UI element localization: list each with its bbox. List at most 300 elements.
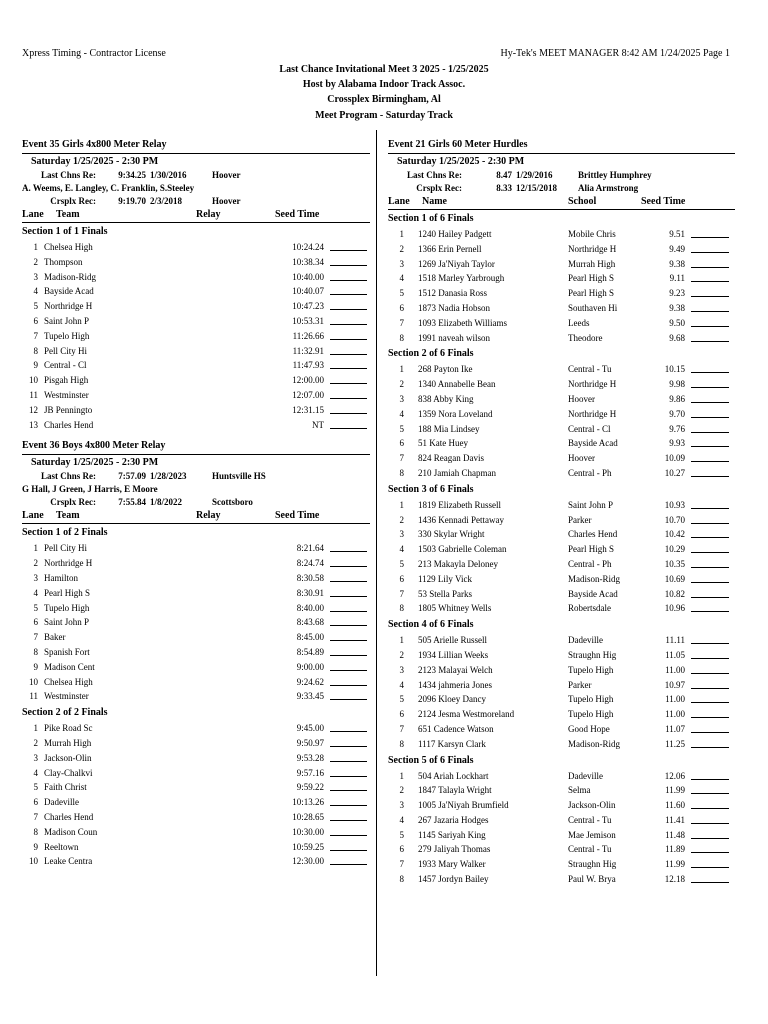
seed-time: 9.38 <box>669 302 685 313</box>
athlete-entry-row <box>388 678 735 693</box>
school-name: Saint John P <box>568 499 614 510</box>
seed-time: 9.49 <box>669 243 685 254</box>
result-blank-line <box>691 286 729 297</box>
record-label: Last Chns Re: <box>40 471 96 482</box>
athlete-name: 279 Jaliyah Thomas <box>418 844 491 855</box>
lane-number: 1 <box>33 242 38 252</box>
athlete-entry-row <box>388 466 735 481</box>
athlete-entry-row <box>388 737 735 752</box>
relay-entry-row <box>22 314 370 329</box>
athlete-name: 210 Jamiah Chapman <box>418 467 496 478</box>
school-name: Charles Hend <box>568 529 618 540</box>
meet-venue: Crossplex Birmingham, Al <box>327 94 441 106</box>
relay-entry-row <box>22 689 370 704</box>
relay-team-members: G Hall, J Green, J Harris, E Moore <box>22 484 158 495</box>
athlete-name: 1340 Annabelle Bean <box>418 379 496 390</box>
relay-entry-row <box>22 270 370 285</box>
athlete-entry-row <box>388 301 735 316</box>
column-header-school: School <box>568 196 597 207</box>
seed-time: 11.99 <box>665 859 685 870</box>
athlete-name: 188 Mia Lindsey <box>418 423 480 434</box>
athlete-name: 1269 Ja'Niyah Taylor <box>418 258 495 269</box>
result-blank-line <box>330 255 367 266</box>
seed-time: 11:32.91 <box>292 345 324 356</box>
result-blank-line <box>691 828 729 839</box>
section-title: Section 3 of 6 Finals <box>388 483 474 495</box>
relay-entry-row <box>22 358 370 373</box>
column-header-name: Name <box>422 196 447 207</box>
lane-number: 1 <box>399 770 404 781</box>
result-blank-line <box>691 678 729 689</box>
lane-number: 4 <box>33 767 38 778</box>
school-name: Selma <box>568 785 591 796</box>
team-name: Jackson-Olin <box>44 752 92 763</box>
column-header-seed-time: Seed Time <box>275 209 320 220</box>
header-meet-manager: Hy-Tek's MEET MANAGER 8:42 AM 1/24/2025 Page 1 <box>500 48 730 59</box>
athlete-entry-row <box>388 527 735 542</box>
lane-number: 9 <box>33 360 38 371</box>
event-title: Event 36 Boys 4x800 Meter Relay <box>22 438 370 455</box>
athlete-entry-row <box>388 857 735 872</box>
team-name: Madison Coun <box>44 826 98 837</box>
lane-number: 1 <box>33 723 38 734</box>
relay-entry-row <box>22 556 370 571</box>
seed-time: 10:13.26 <box>292 797 324 808</box>
athlete-entry-row <box>388 392 735 407</box>
athlete-name: 838 Abby King <box>418 393 474 404</box>
seed-time: 11.05 <box>665 649 685 660</box>
athlete-entry-row <box>388 769 735 784</box>
lane-number: 2 <box>399 379 404 390</box>
team-name: Clay-Chalkvi <box>44 767 93 778</box>
athlete-name: 2124 Jesma Westmoreland <box>418 709 515 720</box>
seed-time: 10:53.31 <box>292 315 324 326</box>
athlete-name: 53 Stella Parks <box>418 588 472 599</box>
seed-time: 9:53.28 <box>296 752 324 763</box>
athlete-name: 1512 Danasia Ross <box>418 288 487 299</box>
team-name: Madison-Ridg <box>44 271 97 282</box>
team-name: Westminster <box>44 691 89 702</box>
relay-entry-row <box>22 810 370 825</box>
result-blank-line <box>691 527 729 538</box>
record-label: Crsplx Rec: <box>416 183 462 193</box>
seed-time: 9.50 <box>669 317 685 328</box>
athlete-name: 1873 Nadia Hobson <box>418 302 490 313</box>
team-name: Central - Cl <box>44 360 87 371</box>
result-blank-line <box>691 857 729 868</box>
seed-time: 9:33.45 <box>296 691 324 702</box>
result-blank-line <box>330 780 367 791</box>
lane-number: 7 <box>399 588 404 599</box>
result-blank-line <box>330 299 367 310</box>
result-blank-line <box>691 436 729 447</box>
record-holder: Brittley Humphrey <box>578 170 652 180</box>
team-name: Northridge H <box>44 301 93 312</box>
school-name: Hoover <box>568 453 595 464</box>
team-name: Leake Centra <box>44 856 93 867</box>
record-date: 1/29/2016 <box>516 170 553 180</box>
athlete-name: 1005 Ja'Niyah Brumfield <box>418 800 509 811</box>
school-name: Bayside Acad <box>568 438 618 449</box>
school-name: Good Hope <box>568 723 610 734</box>
team-name: Pearl High S <box>44 587 90 598</box>
result-blank-line <box>330 403 367 414</box>
result-blank-line <box>691 769 729 780</box>
result-blank-line <box>691 466 729 477</box>
athlete-entry-row <box>388 722 735 737</box>
lane-number: 5 <box>33 301 38 312</box>
record-holder: Huntsville HS <box>212 471 266 482</box>
lane-number: 5 <box>399 694 404 705</box>
team-name: Pisgah High <box>44 375 89 386</box>
athlete-entry-row <box>388 842 735 857</box>
lane-number: 6 <box>33 617 38 628</box>
result-blank-line <box>691 227 729 238</box>
lane-number: 7 <box>33 330 38 341</box>
school-name: Tupelo High <box>568 709 614 720</box>
school-name: Jackson-Olin <box>568 800 616 811</box>
team-name: Hamilton <box>44 572 78 583</box>
result-blank-line <box>691 422 729 433</box>
lane-number: 8 <box>33 826 38 837</box>
record-line <box>22 169 370 182</box>
record-holder: Scottsboro <box>212 497 253 508</box>
result-blank-line <box>691 663 729 674</box>
result-blank-line <box>330 810 367 821</box>
lane-number: 11 <box>29 389 38 400</box>
result-blank-line <box>330 541 367 552</box>
athlete-entry-row <box>388 331 735 346</box>
seed-time: 9.70 <box>669 408 685 419</box>
seed-time: 10.35 <box>664 558 685 569</box>
seed-time: 8:30.58 <box>296 572 324 583</box>
record-label: Crsplx Rec: <box>50 196 96 206</box>
athlete-entry-row <box>388 601 735 616</box>
result-blank-line <box>330 840 367 851</box>
result-blank-line <box>330 358 367 369</box>
result-blank-line <box>691 257 729 268</box>
seed-time: 11.11 <box>665 635 685 646</box>
seed-time: NT <box>312 419 324 430</box>
record-mark: 9:19.70 <box>118 196 146 206</box>
record-holder: Hoover <box>212 170 241 180</box>
lane-number: 2 <box>399 514 404 525</box>
event-block <box>388 137 735 887</box>
seed-time: 8:30.91 <box>296 587 324 598</box>
athlete-entry-row <box>388 872 735 887</box>
seed-time: 11.07 <box>665 723 685 734</box>
seed-time: 9.98 <box>669 379 685 390</box>
team-name: Saint John P <box>44 315 90 326</box>
column-header <box>22 208 370 223</box>
result-blank-line <box>691 513 729 524</box>
athlete-name: 1819 Elizabeth Russell <box>418 499 501 510</box>
team-name: Tupelo High <box>44 330 90 341</box>
result-blank-line <box>691 872 729 883</box>
athlete-entry-row <box>388 828 735 843</box>
team-name: Chelsea High <box>44 676 93 687</box>
seed-time: 10.93 <box>664 499 685 510</box>
team-name: Reeltown <box>44 841 79 852</box>
seed-time: 11:47.93 <box>292 360 324 371</box>
lane-number: 1 <box>399 635 404 646</box>
athlete-name: 213 Makayla Deloney <box>418 558 498 569</box>
athlete-entry-row <box>388 542 735 557</box>
team-name: Spanish Fort <box>44 646 90 657</box>
column-divider <box>376 130 377 976</box>
column-header-seed-time: Seed Time <box>641 196 686 207</box>
team-name: Madison Cent <box>44 661 95 672</box>
school-name: Bayside Acad <box>568 588 618 599</box>
lane-number: 2 <box>33 256 38 267</box>
relay-entry-row <box>22 541 370 556</box>
relay-entry-row <box>22 299 370 314</box>
athlete-name: 2096 Kloey Dancy <box>418 694 486 705</box>
athlete-name: 1129 Lily Vick <box>418 573 472 584</box>
result-blank-line <box>691 722 729 733</box>
athlete-name: 651 Cadence Watson <box>418 723 494 734</box>
lane-number: 3 <box>399 529 404 540</box>
seed-time: 10.97 <box>664 679 685 690</box>
team-name: Dadeville <box>44 797 79 808</box>
result-blank-line <box>330 240 367 251</box>
school-name: Pearl High S <box>568 288 614 299</box>
athlete-name: 1991 naveah wilson <box>418 332 490 343</box>
lane-number: 9 <box>33 841 38 852</box>
seed-time: 10:47.23 <box>292 301 324 312</box>
lane-number: 5 <box>33 602 38 613</box>
lane-number: 4 <box>399 408 404 419</box>
column-header <box>388 195 735 210</box>
school-name: Parker <box>568 514 592 525</box>
seed-time: 12:00.00 <box>292 375 324 386</box>
team-name: Northridge H <box>44 558 93 569</box>
team-name: Pell City Hi <box>44 543 88 554</box>
athlete-name: 1117 Karsyn Clark <box>418 738 486 749</box>
seed-time: 9:00.00 <box>296 661 324 672</box>
school-name: Tupelo High <box>568 664 614 675</box>
school-name: Parker <box>568 679 592 690</box>
result-blank-line <box>330 556 367 567</box>
seed-time: 11.60 <box>665 800 685 811</box>
team-name: Faith Christ <box>44 782 87 793</box>
school-name: Tupelo High <box>568 694 614 705</box>
seed-time: 9.38 <box>669 258 685 269</box>
relay-entry-row <box>22 240 370 255</box>
team-name: JB Penningto <box>44 404 93 415</box>
lane-number: 6 <box>399 438 404 449</box>
athlete-entry-row <box>388 362 735 377</box>
seed-time: 10:40.07 <box>292 286 324 297</box>
seed-time: 10:30.00 <box>292 826 324 837</box>
seed-time: 10.82 <box>664 588 685 599</box>
team-name: Tupelo High <box>44 602 90 613</box>
athlete-name: 51 Kate Huey <box>418 438 468 449</box>
lane-number: 1 <box>399 499 404 510</box>
relay-entry-row <box>22 660 370 675</box>
result-blank-line <box>330 854 367 865</box>
relay-entry-row <box>22 736 370 751</box>
lane-number: 7 <box>399 453 404 464</box>
record-mark: 7:57.09 <box>118 471 146 482</box>
school-name: Central - Tu <box>568 844 612 855</box>
seed-time: 10.42 <box>664 529 685 540</box>
school-name: Southaven Hi <box>568 302 618 313</box>
result-blank-line <box>330 388 367 399</box>
lane-number: 2 <box>399 243 404 254</box>
relay-entry-row <box>22 825 370 840</box>
lane-number: 7 <box>33 811 38 822</box>
seed-time: 10:24.24 <box>292 242 324 252</box>
lane-number: 11 <box>29 691 38 702</box>
lane-number: 12 <box>29 404 38 415</box>
meet-title-block <box>0 62 768 123</box>
result-blank-line <box>330 314 367 325</box>
result-blank-line <box>691 572 729 583</box>
seed-time: 9:24.62 <box>296 676 324 687</box>
section-title: Section 5 of 6 Finals <box>388 754 474 766</box>
result-blank-line <box>691 377 729 388</box>
result-blank-line <box>691 813 729 824</box>
athlete-entry-row <box>388 798 735 813</box>
athlete-name: 1457 Jordyn Bailey <box>418 874 489 885</box>
seed-time: 12:07.00 <box>292 389 324 400</box>
school-name: Murrah High <box>568 258 616 269</box>
result-blank-line <box>330 270 367 281</box>
athlete-name: 1359 Nora Loveland <box>418 408 493 419</box>
lane-number: 3 <box>33 271 38 282</box>
relay-entry-row <box>22 388 370 403</box>
lane-number: 4 <box>33 286 38 297</box>
team-name: Westminster <box>44 389 89 400</box>
record-date: 1/8/2022 <box>150 497 183 508</box>
section-title: Section 1 of 1 Finals <box>22 226 108 237</box>
athlete-name: 1366 Erin Pernell <box>418 243 482 254</box>
athlete-entry-row <box>388 227 735 242</box>
section-title: Section 2 of 2 Finals <box>22 707 108 719</box>
lane-number: 7 <box>399 723 404 734</box>
relay-entry-row <box>22 284 370 299</box>
athlete-entry-row <box>388 783 735 798</box>
result-blank-line <box>330 284 367 295</box>
seed-time: 10.70 <box>664 514 685 525</box>
athlete-name: 1805 Whitney Wells <box>418 603 492 614</box>
event-date: Saturday 1/25/2025 - 2:30 PM <box>31 457 159 469</box>
lane-number: 6 <box>399 302 404 313</box>
seed-time: 10.29 <box>664 544 685 555</box>
team-name: Charles Hend <box>44 419 94 430</box>
section-title: Section 2 of 6 Finals <box>388 348 474 360</box>
result-blank-line <box>691 542 729 553</box>
seed-time: 10.27 <box>664 467 685 478</box>
column-header-lane: Lane <box>388 196 410 207</box>
column-header-lane: Lane <box>22 510 44 522</box>
school-name: Dadeville <box>568 770 603 781</box>
record-mark: 7:55.84 <box>118 497 146 508</box>
record-date: 1/28/2023 <box>150 471 187 482</box>
team-name: Thompson <box>44 256 83 267</box>
seed-time: 11.89 <box>665 844 685 855</box>
result-blank-line <box>330 630 367 641</box>
lane-number: 3 <box>33 752 38 763</box>
column-header-lane: Lane <box>22 209 44 220</box>
school-name: Northridge H <box>568 243 617 254</box>
seed-time: 9.11 <box>669 273 685 284</box>
record-line <box>22 195 370 208</box>
athlete-entry-row <box>388 377 735 392</box>
athlete-name: 1934 Lillian Weeks <box>418 649 489 660</box>
right-column <box>388 137 735 893</box>
lane-number: 5 <box>399 423 404 434</box>
athlete-entry-row <box>388 513 735 528</box>
seed-time: 11.99 <box>665 785 685 796</box>
relay-entry-row <box>22 780 370 795</box>
athlete-name: 2123 Malayai Welch <box>418 664 493 675</box>
relay-team-members: A. Weems, E. Langley, C. Franklin, S.Steeley <box>22 183 195 193</box>
result-blank-line <box>330 766 367 777</box>
athlete-name: 1847 Talayla Wright <box>418 785 492 796</box>
seed-time: 9.68 <box>669 332 685 343</box>
lane-number: 7 <box>399 317 404 328</box>
lane-number: 8 <box>399 332 404 343</box>
lane-number: 2 <box>399 785 404 796</box>
school-name: Dadeville <box>568 635 603 646</box>
lane-number: 8 <box>33 345 38 356</box>
result-blank-line <box>691 601 729 612</box>
athlete-entry-row <box>388 242 735 257</box>
event-date: Saturday 1/25/2025 - 2:30 PM <box>31 156 159 167</box>
relay-entry-row <box>22 571 370 586</box>
athlete-entry-row <box>388 557 735 572</box>
team-name: Pell City Hi <box>44 345 88 356</box>
relay-entry-row <box>22 344 370 359</box>
event-title: Event 21 Girls 60 Meter Hurdles <box>388 137 735 154</box>
school-name: Robertsdale <box>568 603 611 614</box>
seed-time: 12:31.15 <box>292 404 324 415</box>
lane-number: 4 <box>399 679 404 690</box>
athlete-name: 505 Arielle Russell <box>418 635 487 646</box>
record-date: 2/3/2018 <box>150 196 183 206</box>
column-header-relay: Relay <box>196 510 221 522</box>
athlete-entry-row <box>388 436 735 451</box>
athlete-entry-row <box>388 407 735 422</box>
school-name: Hoover <box>568 393 595 404</box>
record-label: Last Chns Re: <box>40 170 96 180</box>
record-line <box>22 470 370 483</box>
seed-time: 8:21.64 <box>296 543 324 554</box>
seed-time: 10:38.34 <box>292 256 324 267</box>
result-blank-line <box>330 586 367 597</box>
lane-number: 6 <box>399 573 404 584</box>
relay-entry-row <box>22 766 370 781</box>
relay-entry-row <box>22 615 370 630</box>
athlete-entry-row <box>388 663 735 678</box>
column-header-name: Team <box>56 510 80 522</box>
result-blank-line <box>691 242 729 253</box>
seed-time: 9.76 <box>669 423 685 434</box>
result-blank-line <box>691 331 729 342</box>
relay-entry-row <box>22 854 370 869</box>
lane-number: 1 <box>33 543 38 554</box>
result-blank-line <box>691 271 729 282</box>
seed-time: 9.51 <box>669 229 685 239</box>
relay-entry-row <box>22 840 370 855</box>
result-blank-line <box>330 329 367 340</box>
relay-entry-row <box>22 418 370 433</box>
lane-number: 6 <box>33 315 38 326</box>
result-blank-line <box>330 795 367 806</box>
seed-time: 10.15 <box>664 364 685 375</box>
